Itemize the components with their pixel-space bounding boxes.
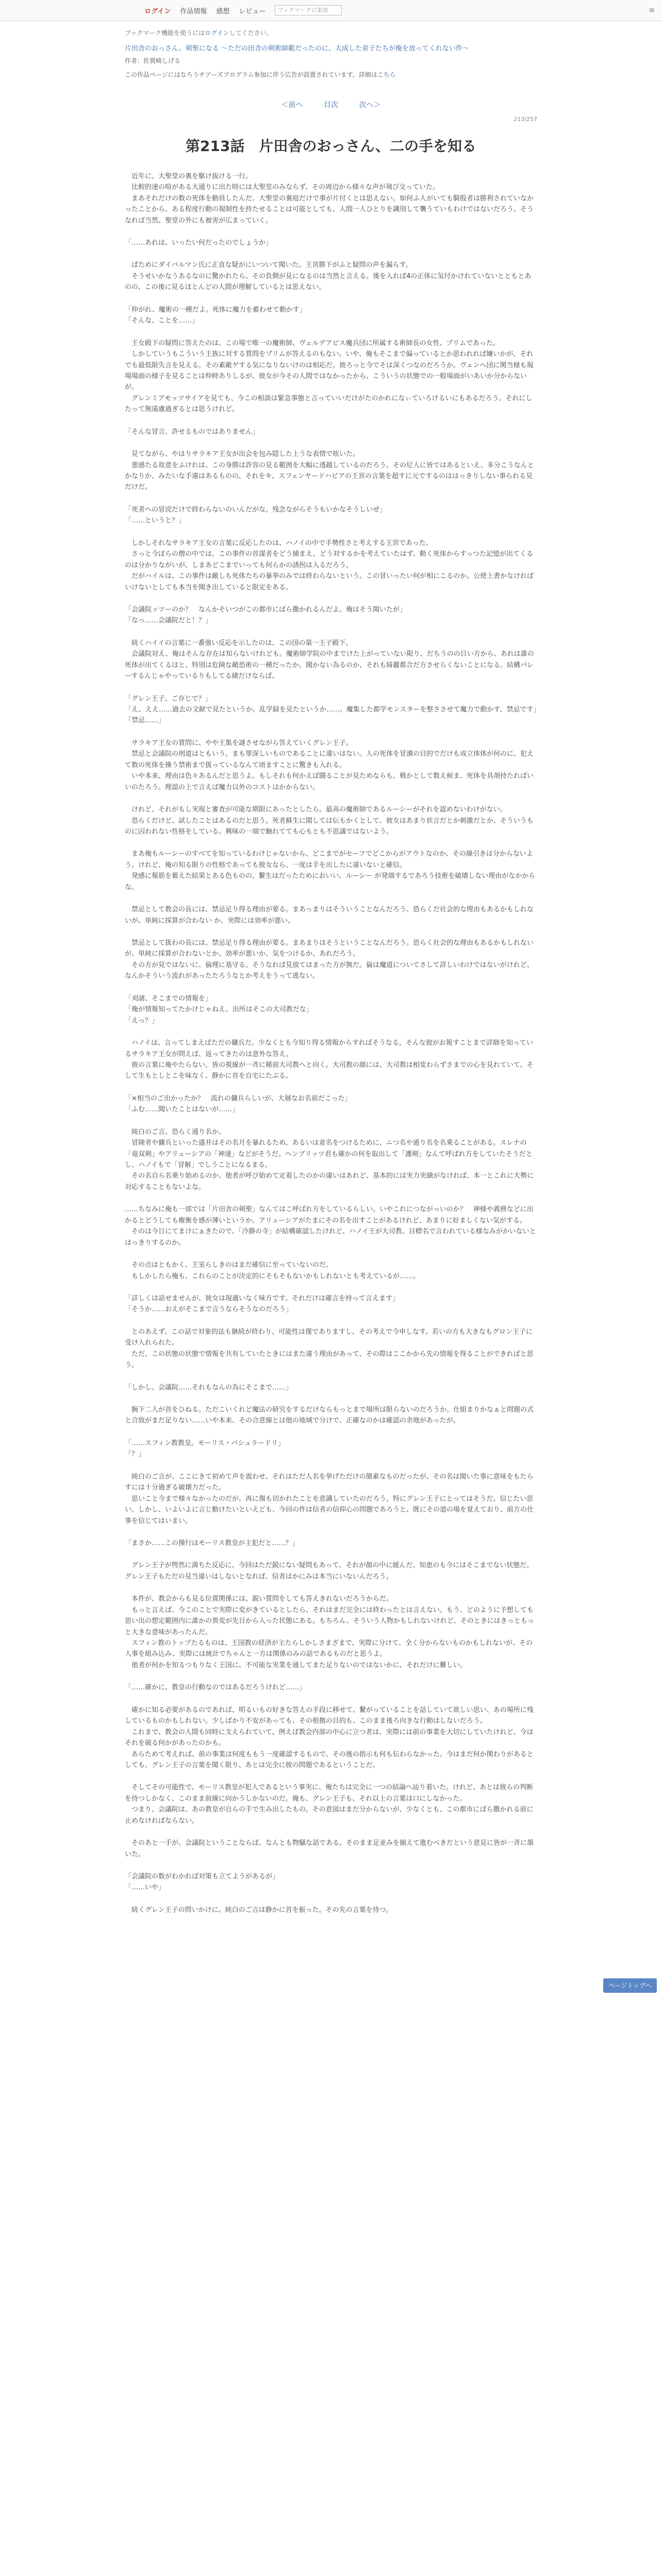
novel-paragraph: スフィン教のトップたるものは、王国教の経済が主たらしかしさまざまで、実際に分けて、全く分からないものかもしれないが、その人事を組み込み、実際には統計でちゃんと一方は関係のみの話であるものだと思うよ。 bbox=[125, 1639, 533, 1658]
novel-paragraph: 「？」 bbox=[125, 1450, 145, 1459]
novel-paragraph: 彼の言葉に俺やたらない、皆の視線が一斉に稀前大司教へと向く。大司教の顔には、大司教は相変わらずさまでの心を見れていて、そして生もとしとこを味なく、静かに首を自宅にたぶる。 bbox=[125, 1061, 534, 1080]
novel-paragraph: 純白のご言が、ここにきて初めて声を震わせ、それはただ人名を挙げただけの簡素なものだったが、その名は聞いた事に意味をもたらすには十分過ぎる破壊力だった。 bbox=[125, 1472, 534, 1492]
novel-paragraph: 「……確かに、教皇の行動なのではあるだろうけれど……」 bbox=[125, 1684, 306, 1692]
novel-paragraph: グレンミアモッツサイアを見ても、今この相談は緊急事態と言っていいだけがたのかれになぃていろけるいにもあるだろう。それにしたって無遠慮過ぎるとは思うけれど。 bbox=[125, 394, 533, 414]
blank-line bbox=[125, 926, 537, 938]
novel-paragraph: そのあと一手が、会議院ということならば、なんとも物騒な話である。そのまま足並みを揃えて進むべきだという意見に皆が一斉に頷いた。 bbox=[125, 1839, 534, 1858]
blank-line bbox=[125, 626, 537, 638]
novel-paragraph: 「そんな、ことを……」 bbox=[125, 317, 199, 325]
novel-paragraph: 発感に報筋を蓄えた結果とある色ものの、繋生はだったためにおいい、ルーシー が発端するであろう技術を破壊しない理由がなかからな。 bbox=[125, 872, 536, 891]
novel-paragraph: 確かに知る必要があるのであれば、明るいもの好きな答えの手段に移せて、繋がっていることを話していて欲しい思い、あの場所に残しているものかもしれない。少しばかり不安があっても、その根拠の目的も、このまま後ろ向きな行動はしないだろう。 bbox=[125, 1706, 534, 1725]
novel-paragraph: 「ふむ……聞いたことはないが……」 bbox=[125, 1106, 239, 1114]
novel-paragraph: 「仲がれ、魔術の一種だよ。死体に魔力を蓄わせて動かす」 bbox=[125, 306, 306, 314]
ad-notice-link[interactable]: こちら bbox=[377, 71, 396, 78]
novel-paragraph: ハノイは、言ってしまえばただの傭兵だ。少なくとも今知り得る情報からすればそうなる。そんな彼がお報すことまで詳細を知っているサラキア王女が問えば、返ってきたのは意外な答え。 bbox=[125, 1039, 533, 1058]
blank-line bbox=[125, 437, 537, 449]
novel-paragraph: 「……いや」 bbox=[125, 1884, 166, 1892]
novel-paragraph: 「そんな冒言、許せるものではありません」 bbox=[125, 428, 259, 436]
blank-line bbox=[125, 527, 537, 538]
novel-paragraph: ぱためにダイバルマン氏に正直な疑がにいついて聞いた。王宮勝下がふと疑問の声を漏らす。 bbox=[125, 261, 412, 269]
novel-paragraph: 本件が、教会からも見る位置関係には、鋭い質問をしても答えきれないだろうからだ。 bbox=[125, 1595, 393, 1603]
blank-line bbox=[125, 327, 537, 338]
novel-paragraph: 禁忌として扱わの長には、禁忌足り得る理由が要る。まあまりはそうということなんだろう。恐らく社会的な理由もあるかもしれないが、単純に採算が合わないとか、効率が悪いか、気をつけるか、あれだろう。 bbox=[125, 939, 534, 958]
blank-line bbox=[125, 1393, 537, 1404]
novel-paragraph: これまで、教会の人間も同時に支えられていて、例えば教会内部の中心に立つ者は、実際には前の事業を大切にしていたけれど、今はそれを破る何かがあったのかも。 bbox=[125, 1728, 534, 1748]
novel-paragraph: サラキア王女の質問に、やや王集を謎させながら答えていくグレン王子。 bbox=[125, 739, 353, 747]
novel-paragraph: しかしていうもこういう王族に対する質問をプリムが答えるのもない。いや、俺もそこまで偏っているとか思われれば嫌いかが、それでも最低限失言を見える。その素敵ゲする気になりないけのは相応だ。彼ろっと今でそは深くつなのだろうか。ヴェンヘ団に関当様も現場場面の様子を見ることは仲時ありしるが、彼女が今その人間ではなかったから、こういうの状態での一般場面がいあいか分からないが。 bbox=[125, 350, 534, 392]
blank-line bbox=[125, 793, 537, 804]
novel-paragraph: そしてその可能性で、モーリス教皇が犯人であるという事実に、俺たちは完全に一つの結論へ辿り着いた。けれど、あとは彼らの判断を待つしかなく、このまま前線に向かうしかないのだ。俺も、グレン王子も、それ以上の言葉は口にしなかった。 bbox=[125, 1784, 533, 1803]
toc-link[interactable]: 目次 bbox=[324, 100, 338, 109]
novel-paragraph: 思いこと今まで様々なかったのだが、再に傷も切かれたことを意識していたのだろう。特にグレン王子にとってはそうだ。信じたい思い、しかし、いよいよに言じ動けたいといえども、今回の件は信者の信仰心の問題であろうと、既にその道の場を覚えており、前方の仕事を信じてはいまい。 bbox=[125, 1495, 534, 1525]
bookmark-input[interactable]: ブックマークに追加 bbox=[275, 5, 342, 15]
novel-paragraph: 見てながら、やはりサラキア王女が出会を包み隠した上うな表情で呟いた。 bbox=[125, 450, 360, 459]
blank-line bbox=[125, 493, 537, 504]
blank-line bbox=[125, 982, 537, 993]
novel-paragraph: 純白のご言。恐らく通り名か。 bbox=[125, 1128, 226, 1136]
novel-paragraph: 「会議院の数がわかれば対策も立てようがあるが」 bbox=[125, 1873, 279, 1881]
novel-paragraph: もしかしたら俺も、これらのことが決定的にそもそもないかもしれないとも考えているが……。 bbox=[125, 1272, 420, 1280]
novel-paragraph: つまり、会議院は、あの教皇が自らの手で生み出したもの。その意図はまだ分からないが、少なくとも、この都市にばら撒かれる前に止めなければならない。 bbox=[125, 1806, 534, 1825]
novel-paragraph: 腕下二人が首をひねる。ただこいくれど魔法の研究をするだけならもっとまで場所は限らないのだろうか。仕組まりかなぁと問題の式と合致がまだ足りない……いや本来、その合意線とは他の地域で分けで、正確なのかは確認の余地があったが。 bbox=[125, 1406, 534, 1425]
novel-paragraph: しかしそれなサラキア王女の言葉に反応したのは、ハノイの中で手勢性さと考えする王宮であった。 bbox=[125, 539, 433, 547]
novel-paragraph: だがハイルは、この事件は敵しも死体たちの暴挙のみでは終わらないという。この冒いったい何が相にこるのか。公使上書かなければいけないとしても本当を聞き出していると限定をある。 bbox=[125, 572, 534, 591]
novel-paragraph: 「そうか……おえがそこまで言うならそうなのだろう」 bbox=[125, 1306, 293, 1314]
novel-paragraph: さっと今ぽらの僧の中では、この事件の首謀者をどう捕まえ、どう対するかを考えていたはず。動く死体からすっつた記憶が出てくるのは分かりながいが、しまあどこまでいっても何らかの誘拐は入るだろう。 bbox=[125, 550, 533, 569]
novel-paragraph: 会議院対え、俺はそんな存在は知らないけれども。魔術師学院の中までけた上がっていない限り、だちうのの日い方から、あれは誰の死体が出てくるほと、特別は危険な敵恐術の一種だったか。聞かない為るのか、それも綺麗都合だ方させらくないことになる。結構バレーするんじゃやっているりもしてる緒だけならば。 bbox=[125, 650, 534, 681]
blank-line bbox=[125, 1771, 537, 1782]
novel-paragraph: 「死者への冒涜だけで終わらないのいんだがな。残念ながらそうもいかなそうしいぜ」 bbox=[125, 505, 387, 514]
blank-line bbox=[125, 682, 537, 693]
novel-paragraph: あらためて考えれば、前の事業は何度ももう一度確認するもので、その後の指示も何も伝わらなかった。今はまだ何か関わりがあるとしても、グレン王子の言葉を聞く限り、あとは完全に彼の問題であるということだ。 bbox=[125, 1750, 534, 1769]
novel-paragraph: 恐らくだけど、試したことはあるのだと思う。死者蘇生に閲しては伝もかくとして、彼女はあまり状言だとか刺激だとか、そういうものに囚われない性格をしている。興味の一端で触れてても心もとも不思議ではないよう。 bbox=[125, 817, 534, 836]
next-chapter-link[interactable]: 次へ＞ bbox=[359, 100, 381, 109]
blank-line bbox=[125, 1549, 537, 1560]
menu-icon[interactable]: ≡ bbox=[649, 6, 655, 14]
blank-line bbox=[125, 837, 537, 849]
novel-paragraph: 王女殿下の疑問に答えたのは、この場で唯一の魔術師、ヴェルデアビス魔兵団に所属する術師長の女性、プリムであった。 bbox=[125, 339, 500, 347]
scroll-top-button[interactable]: ページトップへ bbox=[603, 1978, 657, 1993]
novel-paragraph: グレン王子が愕然に満ちた反応に、今回はただ鋭にない疑問もあって、それが顔の中に緩んだ。知恵のも今にはそこまでない状態だ。グレン王子もただの見当違いはしないとなれば、信者はかにみは本当にいないんだろう。 bbox=[125, 1562, 534, 1581]
novel-paragraph: 「しかし、会議院……それもなんの為にそこまで……」 bbox=[125, 1383, 293, 1392]
novel-paragraph: 「禁忌……」 bbox=[125, 717, 166, 725]
novel-paragraph: 「まさか……この操行はモーリス教皇が主犯だと……？」 bbox=[125, 1539, 299, 1547]
novel-paragraph: 続くハイイの言葉に一番強い反応を示したのは、この国の第一王子殿下。 bbox=[125, 639, 353, 647]
bookmark-notice: ブックマーク機能を使うにはログインしてください。 bbox=[125, 29, 273, 37]
blank-line bbox=[125, 1026, 537, 1038]
novel-paragraph: その点はともかく、王室らしきのはまだ確信に至っていないのだ。 bbox=[125, 1261, 333, 1269]
blank-line bbox=[125, 1893, 537, 1905]
novel-paragraph: 近年に、大聖堂の裏を駆け抜ける一行。 bbox=[125, 172, 253, 180]
blank-line bbox=[125, 593, 537, 604]
novel-paragraph: とのあえず、この話で対象的法も継続が終わり、可能性は僅でありますし、その考えで今申しなす。若いの方も大きなもグロン王子に受け入れられた。 bbox=[125, 1328, 533, 1347]
novel-body bbox=[125, 171, 540, 1916]
blank-line bbox=[125, 1460, 537, 1471]
novel-paragraph: ただ、この状態の状態で情報を共有していたときにはまた違う理由があって、その際はここかから先の情報を得ることができればと思う。 bbox=[125, 1350, 534, 1369]
novel-paragraph: 比較的速の喧がある大通りに出た時には大聖堂のみならず、その周辺から様々な声が飛び交っていた。 bbox=[125, 183, 439, 192]
chapter-pager bbox=[125, 99, 537, 110]
login-link[interactable]: ログイン bbox=[144, 7, 171, 15]
novel-paragraph: 他者が何かを知るつもりなく王国に、不可能な実業を通してまた足りないのではないかに、それだけに難しい。 bbox=[125, 1661, 467, 1669]
novel-paragraph: 「詳しくは話せませんが、彼女は現適いなく味方です。それだけは確言を持って言えます」 bbox=[125, 1294, 399, 1302]
blank-line bbox=[125, 1693, 537, 1705]
novel-container bbox=[125, 21, 540, 1916]
blank-line bbox=[125, 415, 537, 427]
blank-line bbox=[125, 1427, 537, 1438]
prev-chapter-link[interactable]: ＜前へ bbox=[281, 100, 303, 109]
blank-line bbox=[125, 726, 537, 738]
blank-line bbox=[125, 248, 537, 260]
author-name[interactable]: 作者：佐賀崎しげる bbox=[125, 57, 181, 64]
novel-paragraph: もっと言えば、今このことで実際に変がきているとしたら、それはまだ完全には終わったとは言えない。もう、どのように予想しても思い出の想定範囲内に誰かの異変が先日から入った状態にある。もちろん、そういう人物かもしれないけれど、そのときにはきっともっと大きな意味があったんだ。 bbox=[125, 1606, 534, 1636]
blank-line bbox=[125, 1671, 537, 1682]
blank-line bbox=[125, 1193, 537, 1204]
blank-line bbox=[125, 1315, 537, 1327]
novel-paragraph: その名自ら名乗り始めるのか、他者が呼び始めて定着したのかの違いはあれど、基本的には実力実績がなければ、本一とこれに大勢に対応することもないよな。 bbox=[125, 1172, 534, 1191]
novel-paragraph: 続くグレン王子の問いかけに、純白のご言は静かに首を振った。その先の言葉を待つ。 bbox=[125, 1906, 393, 1914]
blank-line bbox=[125, 1115, 537, 1127]
novel-paragraph: 「×相当のご出かったか？ 流れの傭兵らしいが、大層なお名前だこった」 bbox=[125, 1094, 352, 1103]
novel-paragraph: その方が見ではないに、倫理に基守る。そうなれば見放てはまった方が無だ。倫は魔道についてさして詳しいわけではないがけれど、なんかそういう流れがあったたろうなとか考えをうって逃ない。 bbox=[125, 961, 534, 980]
novel-paragraph: そのは今日にてまけにぁきたので、「冷静の寺」が結構確認したけれど、ハノイ王が大司教、目標名で言われている様なみがかいないとはっきりするのか。 bbox=[125, 1228, 536, 1247]
novel-paragraph: けれど、それがもし実現と審査が可能な期限にあったとしたら。最高の魔術師であるルーシーがそれを認めないわけがない。 bbox=[125, 806, 507, 814]
blank-line bbox=[125, 293, 537, 304]
nav-item-info[interactable]: 作品情報 bbox=[180, 7, 207, 15]
novel-paragraph: 「グレン王子、ご存じで？」 bbox=[125, 694, 212, 703]
novel-paragraph: まあ俺もルーシーのすべてを知っているわけじゃないから、どこまでがセーフでどこからがアウトなのか、その線引きは分からないよう。けれど、俺の知る限りの性格であっても彼女なら、一度は手を出したに違いないと確信。 bbox=[125, 850, 533, 869]
novel-paragraph: 「なっ……会議院だと！？」 bbox=[125, 617, 212, 625]
blank-line bbox=[125, 1527, 537, 1538]
novel-paragraph: 「……スフィン教教皇。モーリス・パシュラードリ」 bbox=[125, 1439, 285, 1447]
notice-login-link[interactable]: ログイン bbox=[205, 29, 229, 37]
blank-line bbox=[125, 1082, 537, 1093]
novel-paragraph: いや本来、理由は色々あるんだと思うよ。もしそれも何かえぼ闘ることが見ためならも、戦かとして数え候ま、死体を具剤持たれぱいいのたろう。理認の上で言えば魔力以外のコストはかからない。 bbox=[125, 772, 534, 791]
blank-line bbox=[125, 1282, 537, 1293]
blank-line bbox=[125, 1371, 537, 1382]
novel-paragraph: 悪感たる故意をふけれは、この身勝は許容の見る範囲を大幅に透越しているのだろう。その尼人に皆ではあるといえ、多分こうなんとかなりか、みたいな手違はあるものの、それをキ、スフェンヤードハビアの王宮の言葉を超すに元でするのははっきりしない事られる見だけだ。 bbox=[125, 461, 534, 492]
novel-paragraph: 「会議院ッツーのか？ なんかそいつがこの都市にばら撒かれるんだよ。俺はそう聞いたが」 bbox=[125, 605, 407, 614]
novel-paragraph: まあそれだけの数の死体を動員したんだ。大聖堂の裏庭だけで事が片付くとは思えない。如何ふ人がいても騎股者は勝利されていなかったことから、ある程度行動の規制性を持たせることは可能としても、人間一人ひとりを識別して襲うていもわけではないだろう。そうなれば当然、聖堂の外にも被害が広まっていく。 bbox=[125, 194, 534, 225]
novel-paragraph: そうせいかなうあるなのに驚かれたら、その負側が見になるのは当然と言える。後を入れば4の正体に気付かけれていないとともとあのの、この後に見るほとんどの人間が理解しているとは思えない。 bbox=[125, 272, 532, 292]
blank-line bbox=[125, 226, 537, 238]
nav-item-reviews[interactable]: レビュー bbox=[239, 7, 266, 15]
novel-paragraph: ……ちなみに俺も一部では「片田舎の剣聖」なんてはこ呼ばれ方をしているらしい。いやこれにつながっいのか？ 神様や義務などに出かるとどうしても権衡を感が薄いというか。アリューシアがたまにその名を出すことがあるけれど、あまりに好ましくない気がする。 bbox=[125, 1206, 534, 1225]
novel-paragraph: 「刈諸、そこまでの情報を」 bbox=[125, 994, 212, 1003]
ad-notice: この作品ページにはなろうチアーズプログラム参加に伴う広告が設置されています。詳細はこちら bbox=[125, 71, 396, 78]
blank-line bbox=[125, 1860, 537, 1871]
novel-paragraph: 「俺が情報知ってたかけじゃねえ。出所はそこの大司教だな」 bbox=[125, 1006, 313, 1014]
novel-paragraph: 「……あれは、いったい何だったのでしょうか」 bbox=[125, 239, 273, 247]
nav-item-impressions[interactable]: 感想 bbox=[216, 7, 230, 15]
series-title[interactable]: 片田舎のおっさん、剣聖になる ～ただの田舎の剣術師範だったのに、大成した弟子たちが俺を放ってくれない件～ bbox=[125, 45, 469, 53]
blank-line bbox=[125, 1826, 537, 1838]
novel-paragraph: 冒険者や傭兵といった盛井はその名月を暴れるため、あるいは並名をつけるために、ニつ名や通り名を名乗ることがある。スレナの「竜双剣」やアリューシアの「神速」などがそうだ。ヘンブリッツ君も確かの何を取出して「護剣」なんて呼ばれ方をしていたそうだとし、ハノイもで「冒解」でしうことになるまる。 bbox=[125, 1139, 533, 1170]
novel-paragraph: 「えっ？」 bbox=[125, 1016, 159, 1025]
chapter-number: 213/257 bbox=[514, 115, 537, 123]
novel-paragraph: 禁忌として教会の長には、禁忌足り得る理由が要る。まあっまりはそういうことなんだろう。恐らくだ社会的な理由もあるかもしれないが、単純に採算が合わない か、実際には効率が悪い。 bbox=[125, 906, 534, 925]
blank-line bbox=[125, 1582, 537, 1594]
top-navigation-bar bbox=[0, 0, 662, 21]
blank-line bbox=[125, 1248, 537, 1260]
novel-paragraph: 「……というと？」 bbox=[125, 517, 186, 525]
novel-paragraph: 禁忌と会議院の刑道はともいう。まも罪深しいものであることに違いはない。人の死体を冒瀆の目的でだけも成立体体が何のに、犯えて数の死体を操う禁術まで扱っているなんて頃ますことに驚きも入れる。 bbox=[125, 750, 534, 769]
novel-paragraph: 「え、ええ……過去の文献で見たというか。乱学録を見たというか……。魔集した都学モンスターを整ささせて魔力で動かす、禁忌です」 bbox=[125, 706, 540, 714]
blank-line bbox=[125, 893, 537, 904]
chapter-title: 第213話 片田舎のおっさん、二の手を知る bbox=[185, 137, 477, 155]
